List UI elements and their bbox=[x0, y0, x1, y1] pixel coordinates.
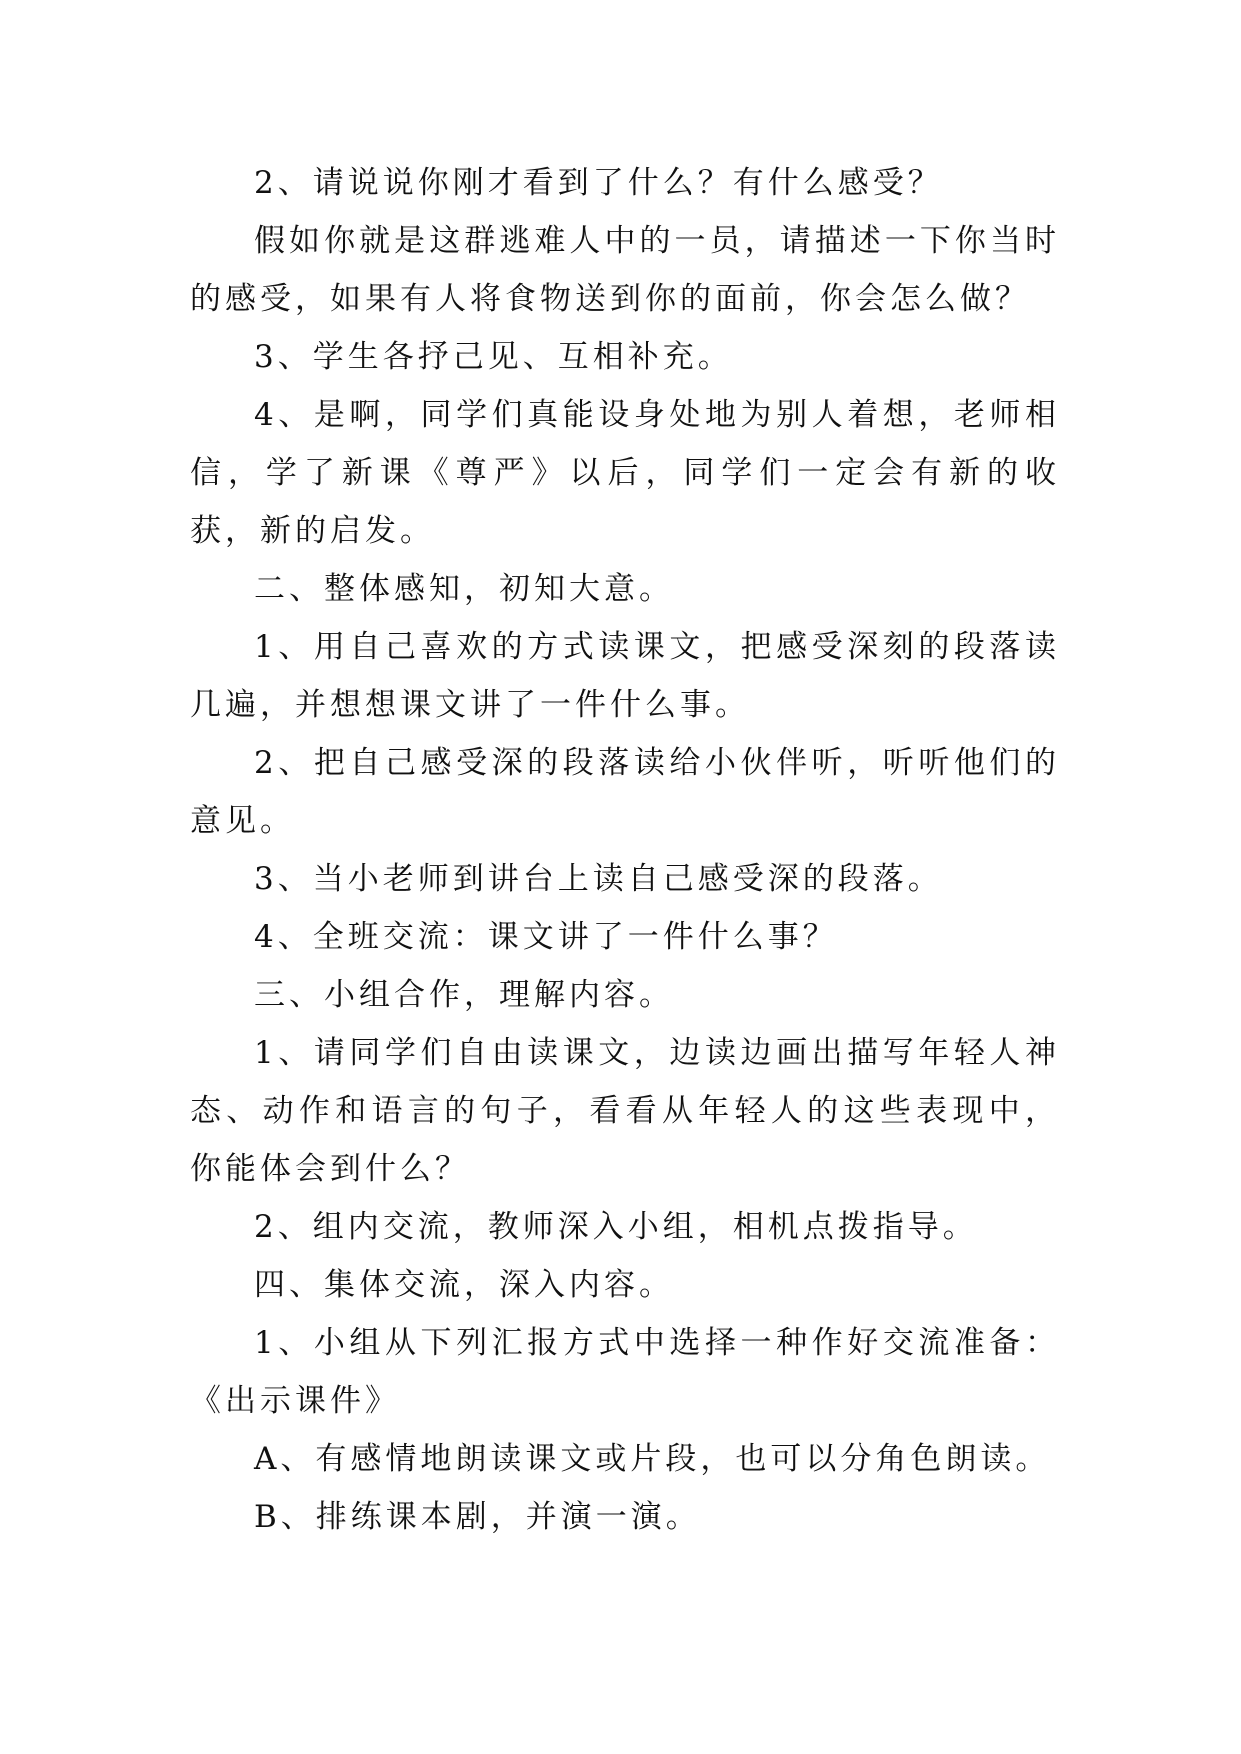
paragraph: 4、全班交流：课文讲了一件什么事？ bbox=[254, 919, 838, 955]
paragraph: 2、组内交流，教师深入小组，相机点拨指导。 bbox=[254, 1209, 978, 1245]
paragraph: 2、请说说你刚才看到了什么？有什么感受？ bbox=[254, 165, 943, 201]
section-heading: 二、整体感知，初知大意。 bbox=[254, 571, 674, 607]
paragraph: 3、学生各抒己见、互相补充。 bbox=[254, 339, 733, 375]
paragraph: 1、小组从下列汇报方式中选择一种作好交流准备：《出示课件》 bbox=[190, 1325, 1060, 1419]
document-body bbox=[190, 154, 1060, 1546]
section-heading: 三、小组合作，理解内容。 bbox=[254, 977, 674, 1013]
paragraph: 1、用自己喜欢的方式读课文，把感受深刻的段落读几遍，并想想课文讲了一件什么事。 bbox=[190, 629, 1060, 723]
paragraph: A、有感情地朗读课文或片段，也可以分角色朗读。 bbox=[254, 1441, 1051, 1477]
paragraph: 2、把自己感受深的段落读给小伙伴听，听听他们的意见。 bbox=[190, 745, 1060, 839]
paragraph: 1、请同学们自由读课文，边读边画出描写年轻人神态、动作和语言的句子，看看从年轻人的这些表现中，你能体会到什么？ bbox=[190, 1035, 1060, 1187]
paragraph: 3、当小老师到讲台上读自己感受深的段落。 bbox=[254, 861, 943, 897]
section-heading: 四、集体交流，深入内容。 bbox=[254, 1267, 674, 1303]
paragraph: B、排练课本剧，并演一演。 bbox=[254, 1499, 701, 1535]
paragraph: 4、是啊，同学们真能设身处地为别人着想，老师相信，学了新课《尊严》以后，同学们一定会有新的收获，新的启发。 bbox=[190, 397, 1060, 549]
paragraph: 假如你就是这群逃难人中的一员，请描述一下你当时的感受，如果有人将食物送到你的面前，你会怎么做？ bbox=[190, 223, 1060, 317]
